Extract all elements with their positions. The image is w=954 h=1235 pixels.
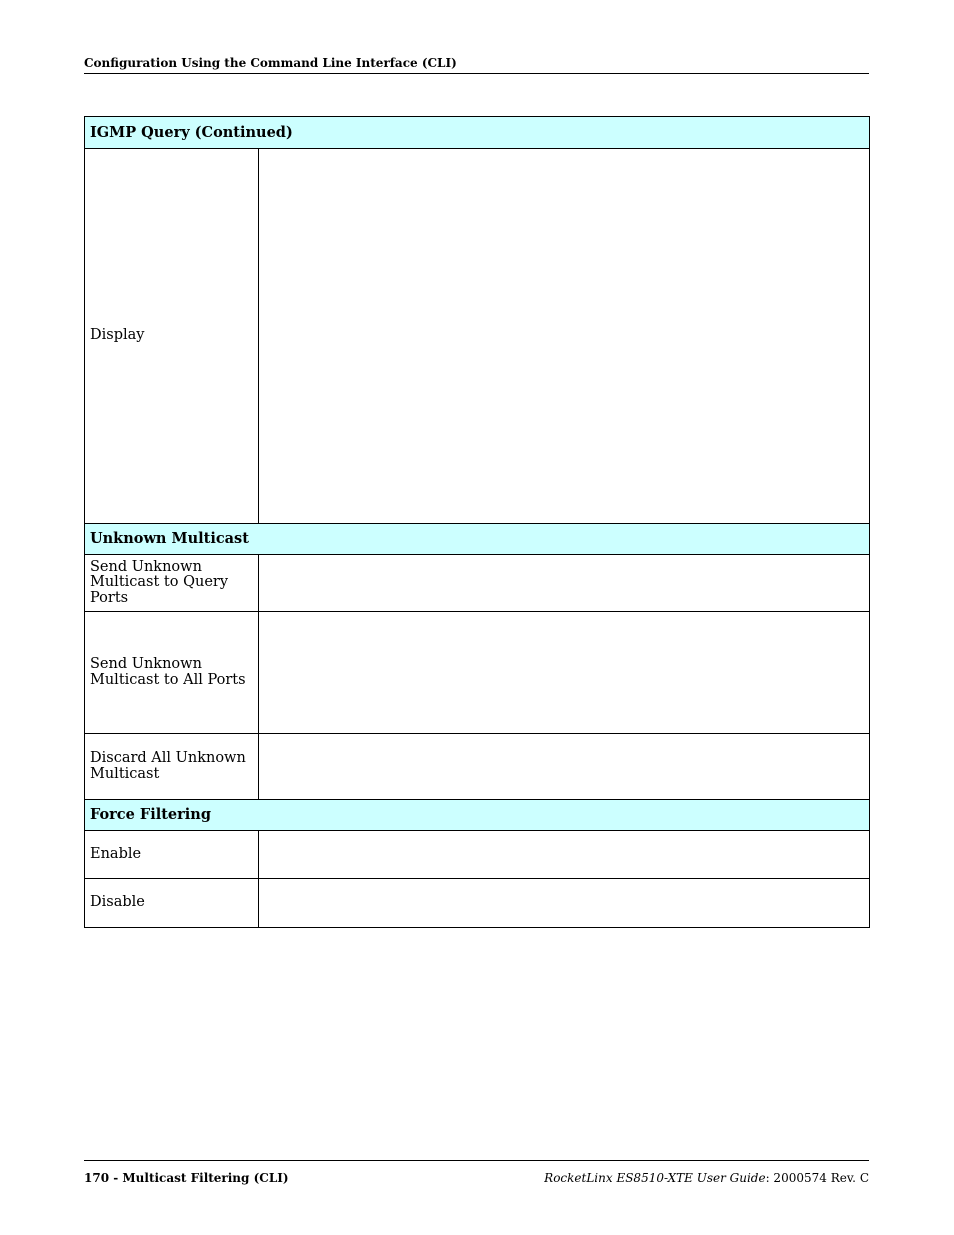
row-description-display (259, 149, 870, 524)
section-title-unknown-multicast: Unknown Multicast (85, 524, 870, 555)
table-row (85, 612, 870, 734)
row-description-send-unknown-query-ports (259, 555, 870, 612)
running-header (84, 56, 869, 74)
row-label-disable: Disable (85, 879, 259, 928)
table-row (85, 149, 870, 524)
row-label-display: Display (85, 149, 259, 524)
row-label-send-unknown-all-ports: Send Unknown Multicast to All Ports (85, 612, 259, 734)
section-header-row (85, 117, 870, 149)
section-header-row (85, 524, 870, 555)
row-description-disable (259, 879, 870, 928)
row-label-discard-unknown: Discard All Unknown Multicast (85, 734, 259, 800)
section-title-igmp-query: IGMP Query (Continued) (85, 117, 870, 149)
footer-doc-ref: : 2000574 Rev. C (765, 1171, 869, 1185)
footer-page-label: 170 - Multicast Filtering (CLI) (84, 1171, 289, 1185)
footer-document-reference (544, 1171, 869, 1185)
table-row (85, 879, 870, 928)
table-row (85, 831, 870, 879)
table-row (85, 555, 870, 612)
row-description-send-unknown-all-ports (259, 612, 870, 734)
running-footer (84, 1160, 869, 1185)
running-header-title: Configuration Using the Command Line Interface (CLI) (84, 56, 457, 70)
row-label-send-unknown-query-ports: Send Unknown Multicast to Query Ports (85, 555, 259, 612)
row-description-enable (259, 831, 870, 879)
igmp-settings-table (84, 116, 870, 928)
footer-guide-title: RocketLinx ES8510-XTE User Guide (544, 1171, 766, 1185)
row-description-discard-unknown (259, 734, 870, 800)
section-title-force-filtering: Force Filtering (85, 800, 870, 831)
section-header-row (85, 800, 870, 831)
row-label-enable: Enable (85, 831, 259, 879)
table-row (85, 734, 870, 800)
